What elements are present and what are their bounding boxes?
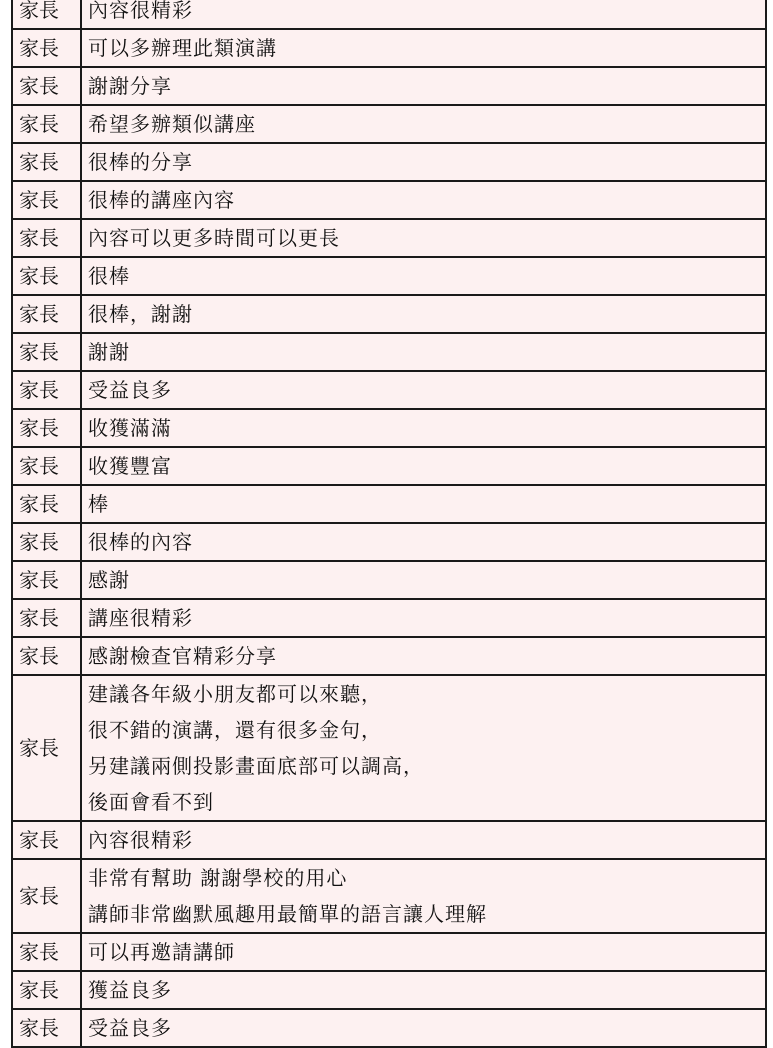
role-cell: 家長: [12, 29, 81, 67]
table-row: [12, 523, 766, 561]
comment-cell: [81, 29, 766, 67]
comment-cell: [81, 821, 766, 859]
role-cell: 家長: [12, 409, 81, 447]
table-row: [12, 371, 766, 409]
comment-cell: [81, 371, 766, 409]
role-cell: 家長: [12, 1009, 81, 1047]
comment-line: 講座很精彩: [88, 606, 193, 630]
role-cell: 家長: [12, 447, 81, 485]
role-cell: 家長: [12, 675, 81, 821]
comment-cell: [81, 523, 766, 561]
comment-line: 收獲滿滿: [88, 416, 172, 440]
comment-line: 收獲豐富: [88, 454, 172, 478]
comment-line: 可以多辦理此類演講: [88, 36, 277, 60]
table-row: [12, 675, 766, 821]
table-row: [12, 485, 766, 523]
comment-line: 很棒: [88, 264, 130, 288]
comment-cell: [81, 295, 766, 333]
role-cell: 家長: [12, 143, 81, 181]
role-cell: 家長: [12, 219, 81, 257]
comment-line: 很棒的分享: [88, 150, 193, 174]
comment-line: 內容很精彩: [88, 828, 193, 852]
comment-line: 內容很精彩: [88, 0, 193, 22]
comment-cell: [81, 1009, 766, 1047]
table-row: [12, 143, 766, 181]
comment-line: 感謝檢查官精彩分享: [88, 644, 277, 668]
comment-line: 很不錯的演講，還有很多金句，: [88, 718, 382, 742]
feedback-table: [11, 0, 767, 1048]
comment-line: 非常有幫助 謝謝學校的用心: [88, 866, 348, 890]
table-row: [12, 447, 766, 485]
comment-line: 內容可以更多時間可以更長: [88, 226, 340, 250]
role-cell: 家長: [12, 821, 81, 859]
role-cell: 家長: [12, 933, 81, 971]
table-row: [12, 637, 766, 675]
table-row: [12, 333, 766, 371]
comment-line: 可以再邀請講師: [88, 940, 235, 964]
table-row: [12, 257, 766, 295]
comment-line: 後面會看不到: [88, 790, 214, 814]
table-row: [12, 561, 766, 599]
table-row: [12, 933, 766, 971]
comment-line: 很棒，謝謝: [88, 302, 193, 326]
table-row: [12, 105, 766, 143]
role-cell: 家長: [12, 971, 81, 1009]
table-row: [12, 1009, 766, 1047]
comment-line: 獲益良多: [88, 978, 172, 1002]
comment-cell: [81, 599, 766, 637]
comment-line: 受益良多: [88, 378, 172, 402]
role-cell: 家長: [12, 0, 81, 29]
role-cell: 家長: [12, 561, 81, 599]
comment-line: 講師非常幽默風趣用最簡單的語言讓人理解: [88, 902, 487, 926]
comment-line: 希望多辦類似講座: [88, 112, 256, 136]
comment-cell: [81, 409, 766, 447]
table-row: [12, 181, 766, 219]
comment-line: 建議各年級小朋友都可以來聽，: [88, 682, 382, 706]
comment-cell: [81, 333, 766, 371]
table-row: [12, 599, 766, 637]
comment-line: 很棒的講座內容: [88, 188, 235, 212]
role-cell: 家長: [12, 333, 81, 371]
comment-cell: [81, 181, 766, 219]
role-cell: 家長: [12, 523, 81, 561]
comment-cell: [81, 971, 766, 1009]
comment-cell: [81, 143, 766, 181]
table-row: [12, 971, 766, 1009]
comment-cell: [81, 447, 766, 485]
table-row: [12, 295, 766, 333]
comment-line: 另建議兩側投影畫面底部可以調高，: [88, 754, 424, 778]
table-row: [12, 859, 766, 933]
role-cell: 家長: [12, 599, 81, 637]
table-row: [12, 0, 766, 29]
comment-line: 感謝: [88, 568, 130, 592]
role-cell: 家長: [12, 485, 81, 523]
comment-line: 謝謝: [88, 340, 130, 364]
comment-cell: [81, 105, 766, 143]
table-row: [12, 67, 766, 105]
comment-cell: [81, 675, 766, 821]
role-cell: 家長: [12, 105, 81, 143]
feedback-table-body: [12, 0, 766, 1047]
role-cell: 家長: [12, 67, 81, 105]
table-row: [12, 409, 766, 447]
comment-cell: [81, 859, 766, 933]
role-cell: 家長: [12, 257, 81, 295]
role-cell: 家長: [12, 181, 81, 219]
comment-cell: [81, 561, 766, 599]
table-row: [12, 29, 766, 67]
role-cell: 家長: [12, 859, 81, 933]
table-row: [12, 821, 766, 859]
comment-cell: [81, 485, 766, 523]
comment-line: 謝謝分享: [88, 74, 172, 98]
comment-line: 受益良多: [88, 1016, 172, 1040]
comment-cell: [81, 0, 766, 29]
role-cell: 家長: [12, 295, 81, 333]
role-cell: 家長: [12, 371, 81, 409]
comment-line: 棒: [88, 492, 109, 516]
role-cell: 家長: [12, 637, 81, 675]
comment-cell: [81, 67, 766, 105]
comment-cell: [81, 933, 766, 971]
comment-cell: [81, 637, 766, 675]
comment-cell: [81, 257, 766, 295]
comment-cell: [81, 219, 766, 257]
table-row: [12, 219, 766, 257]
comment-line: 很棒的內容: [88, 530, 193, 554]
